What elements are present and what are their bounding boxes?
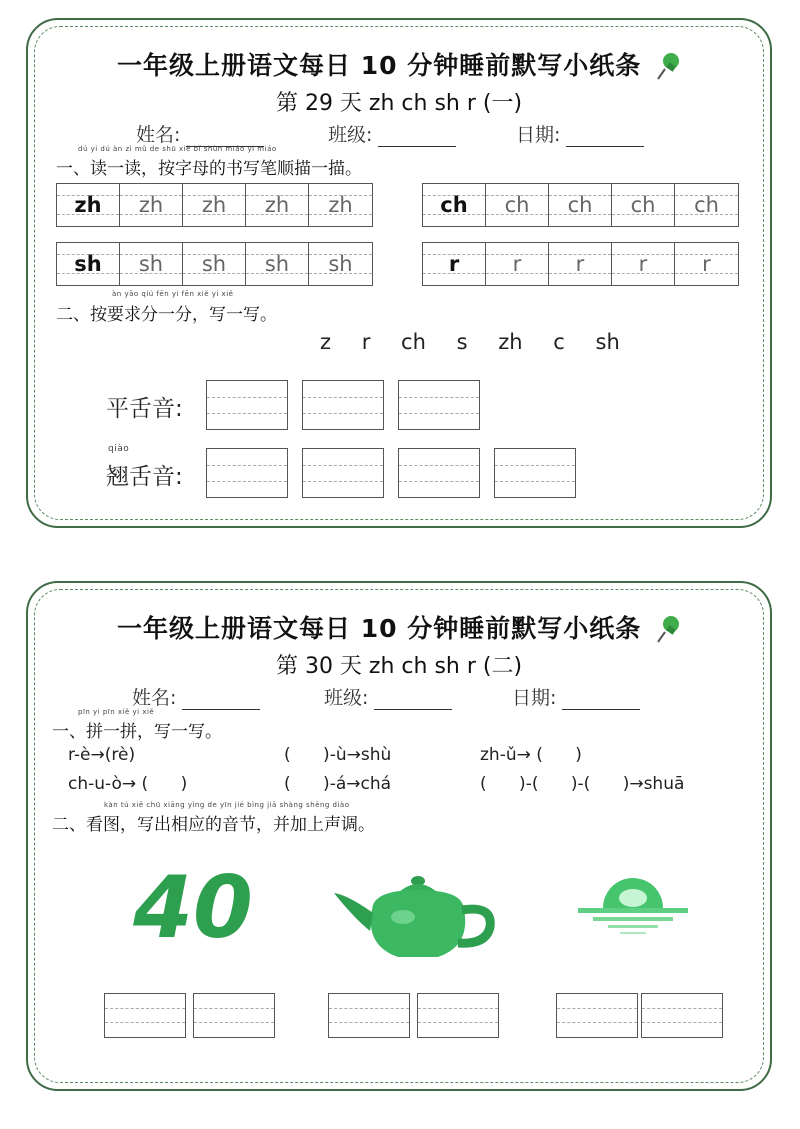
name-field (136, 120, 264, 147)
pinyin-annotation: àn yāo qiú fēn yi fēn xiě yi xiě (112, 290, 234, 298)
name-field (132, 683, 260, 710)
tracing-grid-r (422, 242, 739, 286)
tracing-grid-sh (56, 242, 373, 286)
letter-item: ch (401, 330, 426, 354)
day-subtitle: 第 30 天 zh ch sh r (二) (275, 654, 523, 679)
answer-box[interactable] (104, 993, 186, 1038)
class-input-line[interactable] (374, 709, 452, 710)
answer-box[interactable] (302, 380, 384, 430)
date-label: 日期: (512, 687, 557, 709)
exercise-item[interactable]: ( )-á→chá (284, 774, 392, 794)
date-input-line[interactable] (562, 709, 640, 710)
date-label: 日期: (516, 124, 561, 146)
pinyin-annotation: kàn tú xiě chū xiāng yìng de yīn jié bìng jiā shàng shēng diào (104, 801, 350, 809)
answer-box[interactable] (193, 993, 275, 1038)
number-forty-image: 40 (133, 858, 253, 958)
tracing-cell[interactable]: r (612, 243, 675, 285)
tracing-cell[interactable]: zh (57, 184, 120, 226)
tracing-cell[interactable]: zh (183, 184, 246, 226)
pushpin-icon (655, 615, 681, 645)
answer-box[interactable] (494, 448, 576, 498)
day-subtitle: 第 29 天 zh ch sh r (一) (275, 91, 523, 116)
name-label: 姓名: (132, 687, 177, 709)
pinyin-annotation: dú yi dú àn zì mǔ de shū xiě bǐ shùn miáo yi miáo (78, 145, 277, 153)
class-label: 班级: (328, 124, 373, 146)
name-label: 姓名: (136, 124, 181, 146)
question-1-heading: 一、读一读，按字母的书写笔顺描一描。 (56, 159, 362, 179)
date-input-line[interactable] (566, 146, 644, 147)
tracing-cell[interactable]: sh (120, 243, 183, 285)
qiao-pinyin: qiào (108, 444, 130, 454)
answer-box[interactable] (206, 448, 288, 498)
answer-box[interactable] (641, 993, 723, 1038)
letter-list (308, 330, 632, 354)
question-2-heading: 二、按要求分一分，写一写。 (56, 305, 277, 325)
pinyin-annotation: pīn yi pīn xiě yi xiě (78, 708, 155, 716)
tracing-cell[interactable]: sh (183, 243, 246, 285)
tracing-cell[interactable]: r (423, 243, 486, 285)
class-field (324, 683, 452, 710)
letter-item: zh (498, 330, 523, 354)
date-field (512, 683, 640, 710)
sheet-title (28, 46, 770, 82)
tracing-cell[interactable]: sh (246, 243, 309, 285)
tracing-cell[interactable]: sh (309, 243, 372, 285)
answer-box[interactable] (398, 380, 480, 430)
exercise-item[interactable]: ch-u-ò→ ( ) (68, 774, 188, 794)
letter-item: c (553, 330, 565, 354)
exercise-item[interactable]: ( )-ù→shù (284, 745, 392, 765)
letter-item: r (361, 330, 371, 354)
tracing-cell[interactable]: ch (549, 184, 612, 226)
answer-box[interactable] (206, 380, 288, 430)
answer-box[interactable] (302, 448, 384, 498)
pushpin-icon (655, 52, 681, 82)
sun-over-water-icon (558, 868, 718, 948)
answer-box[interactable] (417, 993, 499, 1038)
tracing-cell[interactable]: ch (486, 184, 549, 226)
tracing-grid-zh (56, 183, 373, 227)
name-input-line[interactable] (182, 709, 260, 710)
date-field (516, 120, 644, 147)
tracing-cell[interactable]: zh (246, 184, 309, 226)
exercise-item: r-è→(rè) (68, 745, 136, 765)
answer-box[interactable] (556, 993, 638, 1038)
sheet-title-text: 一年级上册语文每日 10 分钟睡前默写小纸条 (117, 614, 642, 643)
class-input-line[interactable] (378, 146, 456, 147)
letter-item: s (456, 330, 468, 354)
letter-item: sh (595, 330, 620, 354)
tracing-cell[interactable]: zh (309, 184, 372, 226)
class-field (328, 120, 456, 147)
teapot-icon (328, 865, 498, 965)
tracing-cell[interactable]: ch (612, 184, 675, 226)
letter-item: z (320, 330, 332, 354)
worksheet-card-day30 (26, 581, 772, 1091)
answer-box[interactable] (328, 993, 410, 1038)
class-label: 班级: (324, 687, 369, 709)
answer-box[interactable] (398, 448, 480, 498)
tracing-cell[interactable]: r (675, 243, 738, 285)
worksheet-card-day29 (26, 18, 772, 528)
tracing-cell[interactable]: ch (423, 184, 486, 226)
exercise-item[interactable]: ( )-( )-( )→shuā (480, 774, 685, 794)
curled-tongue-label: 翘舌音: (106, 464, 183, 490)
tracing-cell[interactable]: zh (120, 184, 183, 226)
question-2-heading: 二、看图，写出相应的音节，并加上声调。 (52, 815, 375, 835)
sheet-title-text: 一年级上册语文每日 10 分钟睡前默写小纸条 (117, 51, 642, 80)
flat-tongue-label: 平舌音: (106, 396, 183, 422)
question-1-heading: 一、拼一拼，写一写。 (52, 722, 222, 742)
sheet-title (28, 609, 770, 645)
tracing-grid-ch (422, 183, 739, 227)
tracing-cell[interactable]: ch (675, 184, 738, 226)
tracing-cell[interactable]: r (549, 243, 612, 285)
tracing-cell[interactable]: r (486, 243, 549, 285)
exercise-item[interactable]: zh-ǔ→ ( ) (480, 745, 582, 765)
tracing-cell[interactable]: sh (57, 243, 120, 285)
